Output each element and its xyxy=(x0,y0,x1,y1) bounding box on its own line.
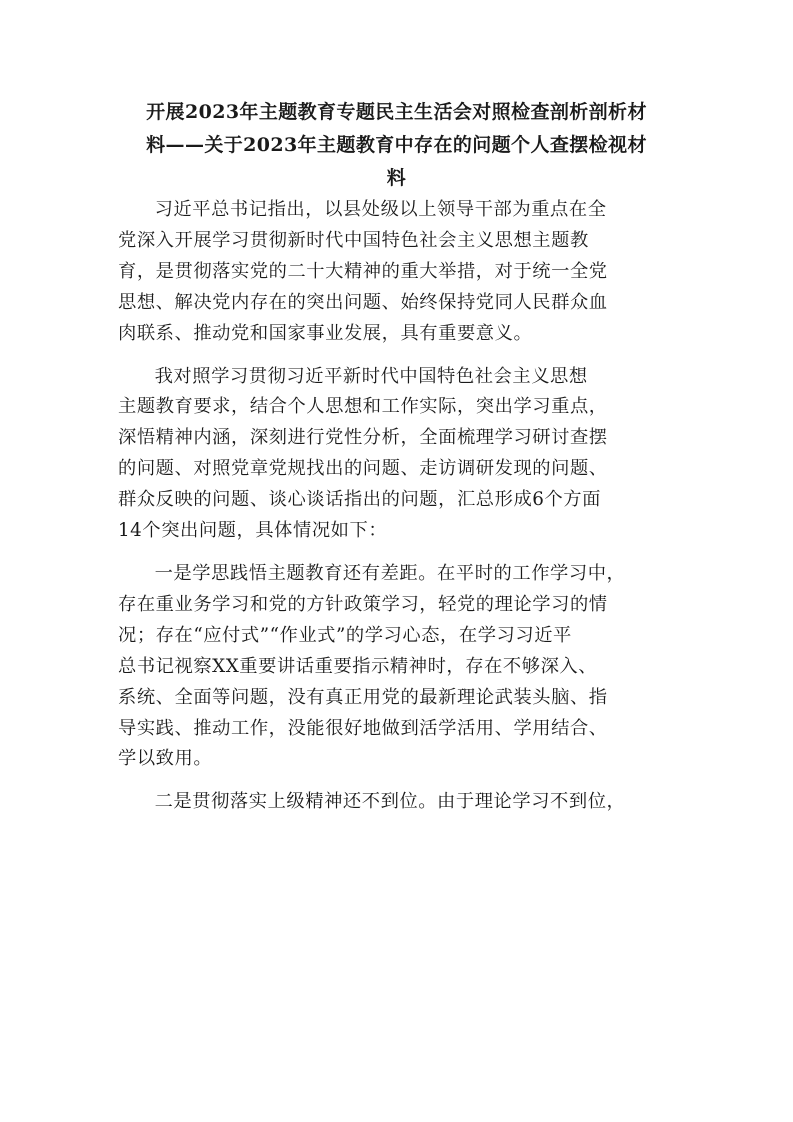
paragraph-line: 14个突出问题，具体情况如下： xyxy=(118,520,388,542)
paragraph-line: 总书记视察XX重要讲话重要指示精神时，存在不够深入、 xyxy=(118,655,598,677)
paragraph-line: 我对照学习贯彻习近平新时代中国特色社会主义思想 xyxy=(154,365,588,387)
document-title xyxy=(118,0,675,195)
paragraph-line: 存在重业务学习和党的方针政策学习，轻党的理论学习的情 xyxy=(118,593,608,615)
paragraph-intro xyxy=(118,195,675,350)
paragraph-line: 思想、解决党内存在的突出问题、始终保持党同人民群众血 xyxy=(118,291,608,313)
paragraph-line: 二是贯彻落实上级精神还不到位。由于理论学习不到位， xyxy=(154,791,626,813)
paragraph-line: 学以致用。 xyxy=(118,748,213,770)
paragraph-line: 的问题、对照党章党规找出的问题、走访调研发现的问题、 xyxy=(118,458,608,480)
title-line-2: 料——关于2023年主题教育中存在的问题个人查摆检视材 xyxy=(146,134,647,156)
paragraph-line: 肉联系、推动党和国家事业发展，具有重要意义。 xyxy=(118,322,533,344)
paragraph-line: 系统、全面等问题，没有真正用党的最新理论武装头脑、指 xyxy=(118,686,608,708)
paragraph-line: 导实践、推动工作，没能很好地做到活学活用、学用结合、 xyxy=(118,717,608,739)
paragraph-line: 深悟精神内涵，深刻进行党性分析，全面梳理学习研讨查摆 xyxy=(118,427,608,449)
paragraph-line: 习近平总书记指出，以县处级以上领导干部为重点在全 xyxy=(154,199,607,220)
paragraph-overview xyxy=(118,362,675,547)
paragraph-line: 况；存在“应付式”“作业式”的学习心态，在学习习近平 xyxy=(118,624,572,646)
paragraph-line: 育，是贯彻落实党的二十大精神的重大举措，对于统一全党 xyxy=(118,260,608,282)
paragraph-line: 主题教育要求，结合个人思想和工作实际，突出学习重点， xyxy=(118,396,608,418)
title-line-1: 开展2023年主题教育专题民主生活会对照检查剖析剖析材 xyxy=(146,101,647,123)
paragraph-issue-2 xyxy=(118,787,675,818)
title-line-3: 料 xyxy=(386,167,407,189)
paragraph-line: 党深入开展学习贯彻新时代中国特色社会主义思想主题教 xyxy=(118,229,589,251)
document-body xyxy=(118,195,675,818)
paragraph-line: 群众反映的问题、谈心谈话指出的问题，汇总形成6个方面 xyxy=(118,489,601,511)
paragraph-line: 一是学思践悟主题教育还有差距。在平时的工作学习中， xyxy=(154,562,626,584)
paragraph-issue-1 xyxy=(118,559,675,775)
